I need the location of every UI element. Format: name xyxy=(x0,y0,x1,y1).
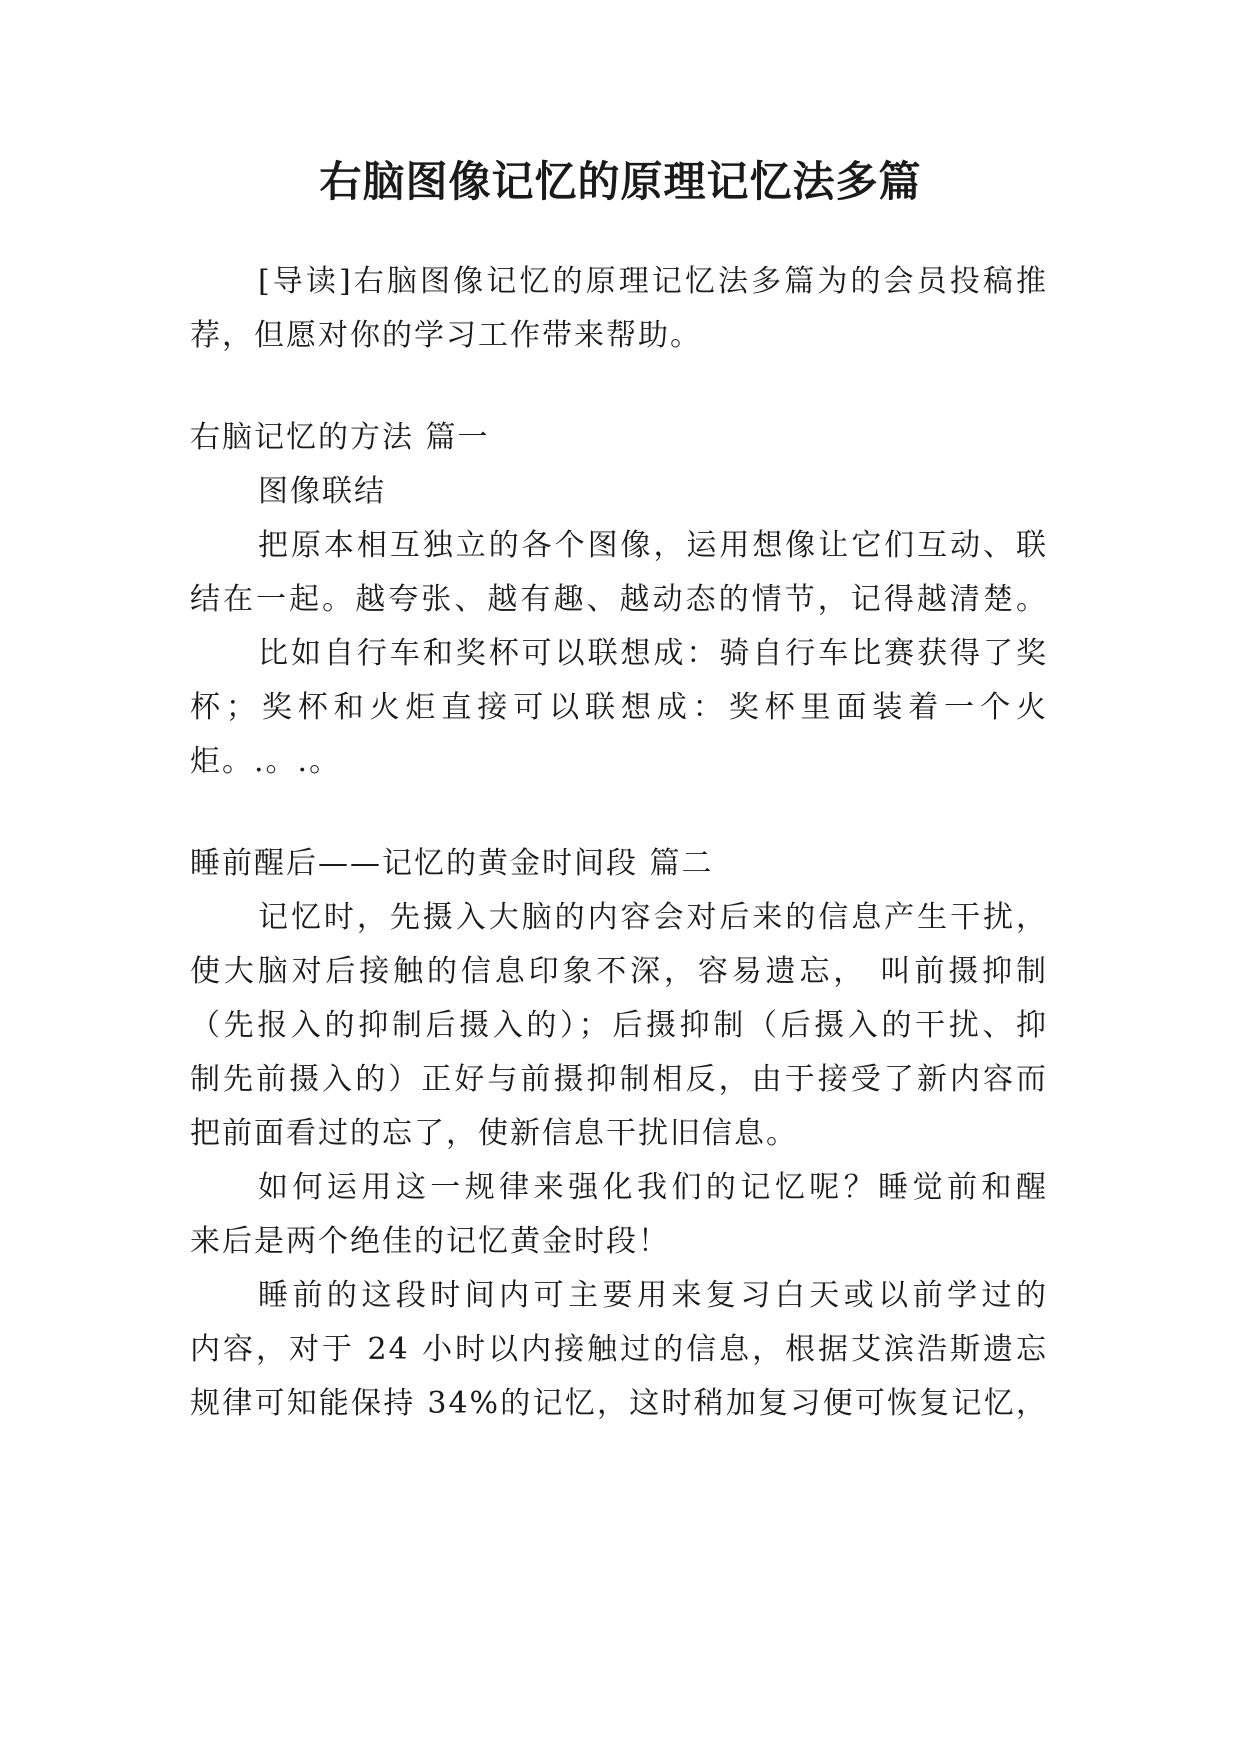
intro-line-2: 荐，但愿对你的学习工作带来帮助。 xyxy=(190,318,702,353)
section1-paragraph2-line1: 比如自行车和奖杯可以联想成：骑自行车比赛获得了奖 xyxy=(258,636,1048,671)
section2-paragraph1-line4: 制先前摄入的）正好与前摄抑制相反，由于接受了新内容而 xyxy=(190,1062,1048,1097)
section2-paragraph1-line2: 使大脑对后接触的信息印象不深，容易遗忘， 叫前摄抑制 xyxy=(190,954,1048,989)
section2-heading: 睡前醒后——记忆的黄金时间段 篇二 xyxy=(190,846,714,881)
section2-paragraph3-line3: 规律可知能保持 34%的记忆，这时稍加复习便可恢复记忆， xyxy=(190,1386,1048,1421)
intro-line-1: [导读]右脑图像记忆的原理记忆法多篇为的会员投稿推 xyxy=(258,264,1048,299)
section2-paragraph1-line1: 记忆时，先摄入大脑的内容会对后来的信息产生干扰， xyxy=(258,900,1048,935)
section1-paragraph2-line3: 炬。.。.。 xyxy=(190,744,342,779)
section2-paragraph3-line2: 内容，对于 24 小时以内接触过的信息，根据艾滨浩斯遗忘 xyxy=(190,1332,1048,1367)
section1-heading: 右脑记忆的方法 篇一 xyxy=(190,420,490,455)
section1-paragraph2-line2: 杯；奖杯和火炬直接可以联想成：奖杯里面装着一个火 xyxy=(190,690,1048,725)
section2-paragraph2-line1: 如何运用这一规律来强化我们的记忆呢？睡觉前和醒 xyxy=(258,1170,1048,1205)
section1-paragraph1-line2: 结在一起。越夸张、越有趣、越动态的情节，记得越清楚。 xyxy=(190,582,1048,617)
section2-paragraph3-line1: 睡前的这段时间内可主要用来复习白天或以前学过的 xyxy=(258,1278,1048,1313)
document-title: 右脑图像记忆的原理记忆法多篇 xyxy=(319,157,922,206)
section1-paragraph1-line1: 把原本相互独立的各个图像，运用想像让它们互动、联 xyxy=(258,528,1048,563)
section2-paragraph1-line5: 把前面看过的忘了，使新信息干扰旧信息。 xyxy=(190,1116,798,1151)
section2-paragraph2-line2: 来后是两个绝佳的记忆黄金时段！ xyxy=(190,1224,670,1259)
section2-paragraph1-line3: （先报入的抑制后摄入的）；后摄抑制（后摄入的干扰、抑 xyxy=(190,1008,1048,1043)
section1-subheading: 图像联结 xyxy=(258,474,386,509)
